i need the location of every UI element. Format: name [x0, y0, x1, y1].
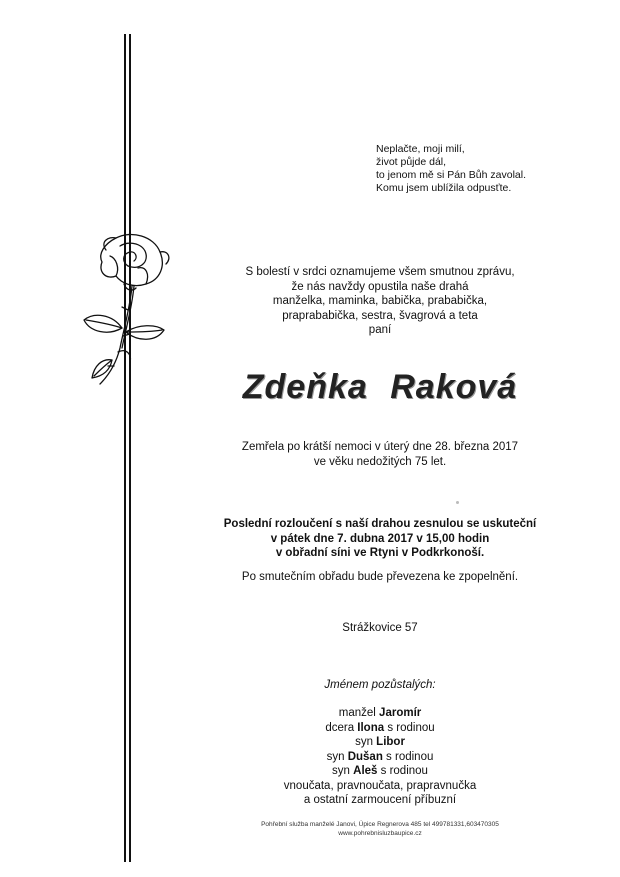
mourner-line: dcera Ilona s rodinou [325, 721, 435, 734]
print-speck [456, 501, 459, 504]
motto-line: to jenom mě si Pán Bůh zavolal. [376, 169, 526, 181]
footer-website: www.pohrebnisluzbaupice.cz [338, 830, 422, 837]
mourner-line: vnoučata, pravnoučata, prapravnučka [283, 779, 477, 792]
death-notice [150, 440, 610, 469]
deceased-name: Zdeňka Raková [242, 368, 518, 406]
mourner-line: a ostatní zarmoucení příbuzní [303, 794, 457, 806]
announcement [150, 265, 610, 338]
mourners-list [150, 706, 610, 808]
mourner-line: manžel Jaromír [338, 707, 422, 719]
address: Strážkovice 57 [342, 622, 418, 634]
death-notice-line: ve věku nedožitých 75 let. [313, 455, 447, 468]
funeral-line: Poslední rozloučení s naší drahou zesnulou se uskuteční [223, 518, 537, 530]
announcement-line: S bolestí v srdci oznamujeme všem smutnou zprávu, [245, 266, 515, 278]
mourner-line: syn Aleš s rodinou [332, 765, 428, 777]
mourners-title: Jménem pozůstalých: [324, 679, 436, 691]
cremation-notice: Po smutečním obřadu bude převezena ke zpopelnění. [241, 571, 519, 583]
announcement-line: že nás navždy opustila naše drahá [291, 280, 469, 293]
motto-line: Komu jsem ublížila odpusťte. [376, 182, 512, 194]
announcement-line: praprababička, sestra, švagrová a teta [282, 309, 478, 322]
funeral-notice [150, 517, 610, 561]
announcement-line: manželka, maminka, babička, prababička, [272, 295, 488, 307]
motto-line: život půjde dál, [376, 156, 447, 168]
footer-line: Pohřební služba manželé Janovi, Úpice Regnerova 485 tel 499781331,603470305 [261, 821, 499, 828]
death-notice-line: Zemřela po krátší nemoci v úterý dne 28. března 2017 [241, 441, 519, 453]
mourning-line-right [129, 34, 131, 862]
funeral-line: v obřadní síni ve Rtyni v Podkrkonoší. [275, 547, 485, 559]
funeral-service-footer [150, 820, 610, 838]
mourner-line: syn Dušan s rodinou [326, 750, 434, 763]
motto-verse [376, 143, 526, 195]
mourning-line-left [124, 34, 126, 862]
announcement-line: paní [368, 324, 392, 336]
motto-line: Neplačte, moji milí, [376, 143, 465, 155]
mourner-line: syn Libor [355, 736, 405, 748]
funeral-line: v pátek dne 7. dubna 2017 v 15,00 hodin [270, 532, 490, 545]
